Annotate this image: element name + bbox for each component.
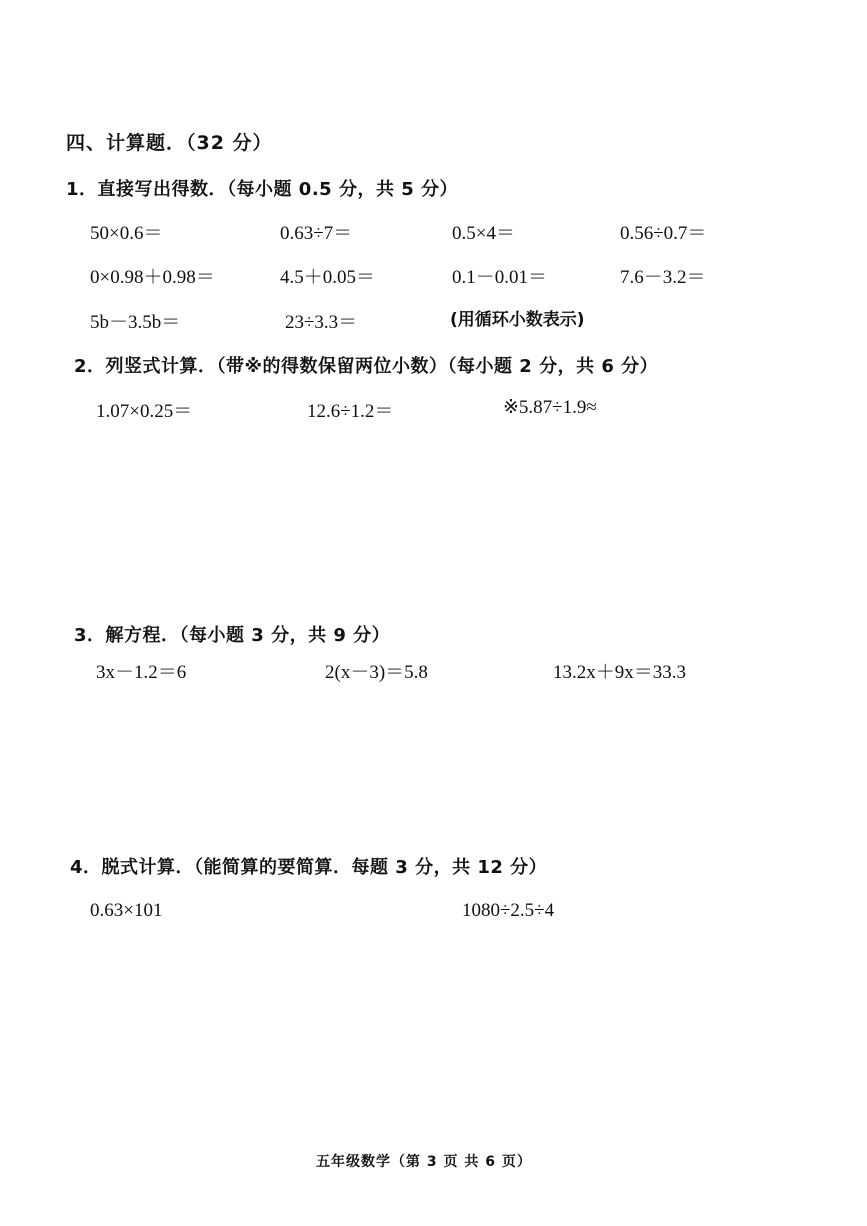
part2-item: ※5.87÷1.9≈ bbox=[503, 397, 597, 418]
part1-item: 0.63÷7＝ bbox=[280, 223, 353, 244]
part1-item: 0.1－0.01＝ bbox=[452, 267, 548, 288]
part3-item: 13.2x＋9x＝33.3 bbox=[553, 662, 687, 683]
part1-item: 5b－3.5b＝ bbox=[90, 312, 181, 333]
part1-note: (用循环小数表示) bbox=[450, 310, 585, 330]
part2-title: 2．列竖式计算．（带※的得数保留两位小数）（每小题 2 分，共 6 分） bbox=[74, 356, 659, 377]
part1-item: 4.5＋0.05＝ bbox=[280, 267, 376, 288]
part1-item: 7.6－3.2＝ bbox=[620, 267, 706, 288]
part4-item: 1080÷2.5÷4 bbox=[462, 900, 555, 921]
part3-item: 2(x－3)＝5.8 bbox=[325, 662, 428, 683]
part1-item: 23÷3.3＝ bbox=[285, 312, 358, 333]
part1-title: 1．直接写出得数．（每小题 0.5 分，共 5 分） bbox=[66, 179, 459, 200]
page-footer: 五年级数学（第 3 页 共 6 页） bbox=[316, 1154, 532, 1170]
part2-item: 1.07×0.25＝ bbox=[96, 401, 193, 422]
part4-item: 0.63×101 bbox=[90, 900, 163, 921]
part1-item: 0.5×4＝ bbox=[452, 223, 515, 244]
part1-item: 0×0.98＋0.98＝ bbox=[90, 267, 215, 288]
part2-item: 12.6÷1.2＝ bbox=[307, 401, 394, 422]
part1-item: 0.56÷0.7＝ bbox=[620, 223, 707, 244]
section-title: 四、计算题．（32 分） bbox=[66, 132, 273, 154]
part3-item: 3x－1.2＝6 bbox=[96, 662, 187, 683]
part3-title: 3．解方程．（每小题 3 分，共 9 分） bbox=[74, 625, 391, 646]
part1-item: 50×0.6＝ bbox=[90, 223, 163, 244]
part4-title: 4．脱式计算．（能简算的要简算．每题 3 分，共 12 分） bbox=[70, 857, 548, 878]
